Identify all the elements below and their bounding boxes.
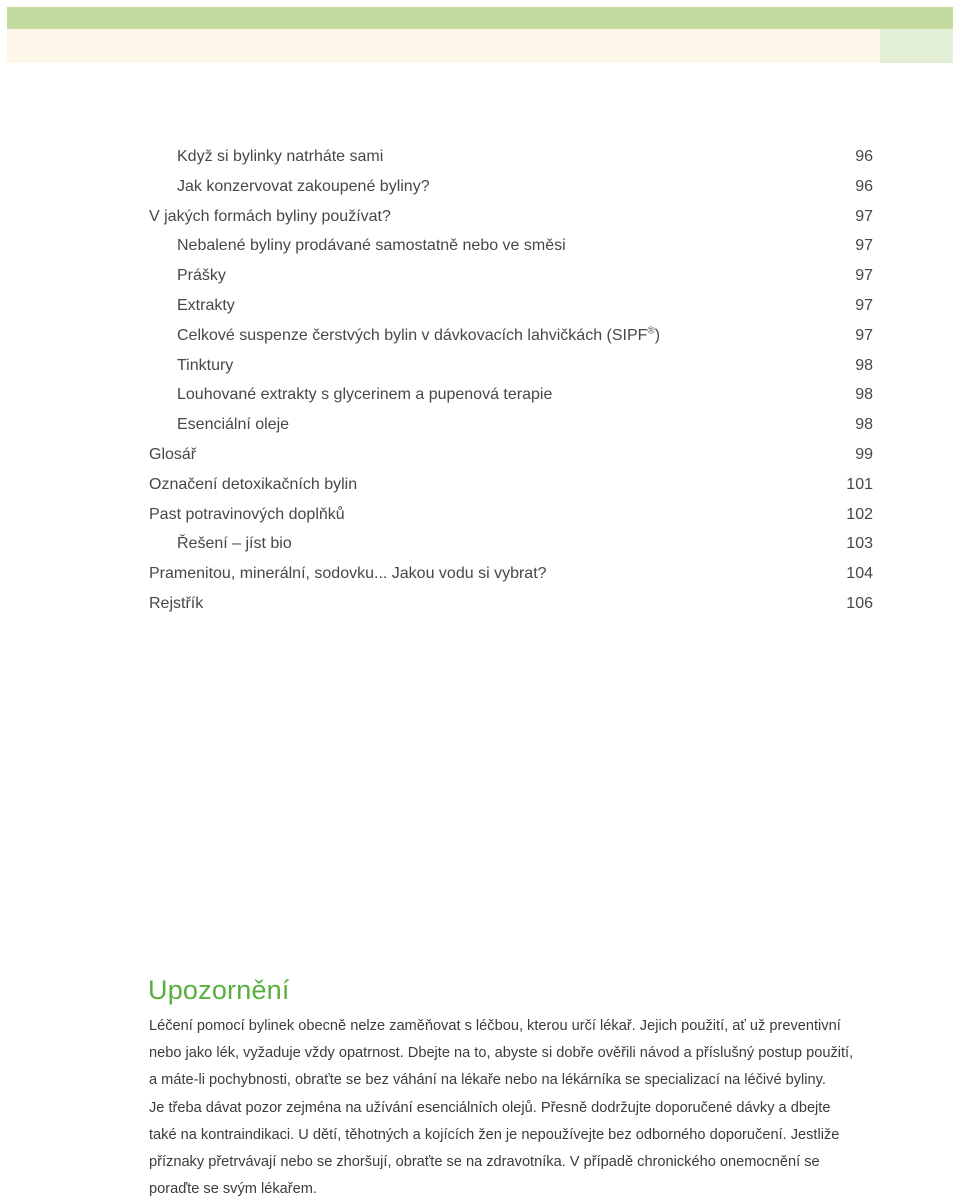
toc-entry-title: Tinktury [177, 356, 234, 374]
toc-entry-title: Řešení – jíst bio [177, 535, 292, 553]
toc-entry [0, 440, 960, 470]
toc-entry-page: 97 [855, 296, 873, 314]
header-band-mint [880, 29, 953, 63]
toc-entry-page: 102 [846, 505, 873, 523]
toc-entry-title: Extrakty [177, 296, 235, 314]
warning-text-line: nebo jako lék, vyžaduje vždy opatrnost. Dbejte na to, abyste si dobře ověřili návod a příslušný postup použití, [149, 1045, 854, 1062]
toc-entry [0, 380, 960, 410]
toc-entry [0, 529, 960, 559]
warning-text-line: poraďte se svým lékařem. [149, 1181, 317, 1198]
warning-text-line: příznaky přetrvávají nebo se zhoršují, obraťte se na zdravotníka. V případě chronického onemocnění se [149, 1154, 820, 1171]
toc-entry-page: 104 [846, 565, 873, 583]
toc-entry-page: 97 [855, 267, 873, 285]
toc-entry [0, 589, 960, 619]
toc-entry-title: Celkové suspenze čerstvých bylin v dávkovacích lahvičkách (SIPF®) [177, 325, 661, 344]
registered-mark: ® [647, 325, 655, 337]
toc-entry-page: 96 [855, 148, 873, 165]
toc-entry-page: 101 [846, 475, 873, 493]
toc-entry-title: Louhované extrakty s glycerinem a pupenová terapie [177, 386, 553, 404]
toc-entry [0, 172, 960, 202]
toc-entry-title: V jakých formách byliny používat? [149, 207, 391, 225]
toc-entry-title: Pramenitou, minerální, sodovku... Jakou vodu si vybrat? [149, 565, 547, 583]
toc-entry [0, 321, 960, 351]
toc-entry-title: Označení detoxikačních bylin [149, 475, 358, 493]
toc-entry-page: 98 [855, 356, 873, 374]
toc-entry-title: Když si bylinky natrháte sami [177, 148, 384, 165]
warning-text-line: také na kontraindikaci. U dětí, těhotných a kojících žen je nepoužívejte bez odborného doporučení. Jestliže [149, 1126, 840, 1143]
toc-entry-page: 97 [855, 326, 873, 344]
warning-text-line: Je třeba dávat pozor zejména na užívání esenciálních olejů. Přesně dodržujte doporučené dávky a dbejte [149, 1099, 831, 1116]
toc-entry [0, 202, 960, 232]
toc-entry [0, 470, 960, 500]
toc-entry-title: Rejstřík [149, 594, 204, 612]
warning-text-line: Léčení pomocí bylinek obecně nelze zaměňovat s léčbou, kterou určí lékař. Jejich použití, ať už preventivní [149, 1018, 841, 1034]
toc-entry-title: Past potravinových doplňků [149, 505, 345, 523]
toc-entry-page: 106 [846, 594, 873, 612]
toc-entry [0, 291, 960, 321]
toc-entry-page: 97 [855, 237, 873, 255]
toc-entry-title: Glosář [149, 445, 197, 463]
header-band-cream [7, 29, 880, 63]
toc-entry [0, 261, 960, 291]
toc-entry [0, 500, 960, 530]
toc-entry [0, 410, 960, 440]
toc-entry-page: 99 [855, 445, 873, 463]
toc-entry-page: 97 [855, 207, 873, 225]
toc-entry-page: 98 [855, 386, 873, 404]
toc-entry [0, 559, 960, 589]
toc-entry-page: 96 [855, 177, 873, 195]
toc-entry-page: 103 [846, 535, 873, 553]
warning-heading: Upozornění [148, 975, 290, 1005]
toc-entry-title: Esenciální oleje [177, 416, 290, 434]
table-of-contents [0, 142, 960, 619]
toc-entry [0, 231, 960, 261]
toc-entry-title: Nebalené byliny prodávané samostatně nebo ve směsi [177, 237, 566, 255]
toc-entry-title: Prášky [177, 267, 226, 285]
toc-entry-title: Jak konzervovat zakoupené byliny? [177, 177, 430, 195]
warning-text [149, 1013, 889, 1203]
toc-entry-page: 98 [855, 416, 873, 434]
toc-entry [0, 351, 960, 381]
warning-text-line: a máte-li pochybnosti, obraťte se bez váhání na lékaře nebo na lékárníka se specializací na léčivé byliny. [149, 1072, 826, 1089]
header-band-green [7, 7, 953, 29]
toc-entry [0, 142, 960, 172]
